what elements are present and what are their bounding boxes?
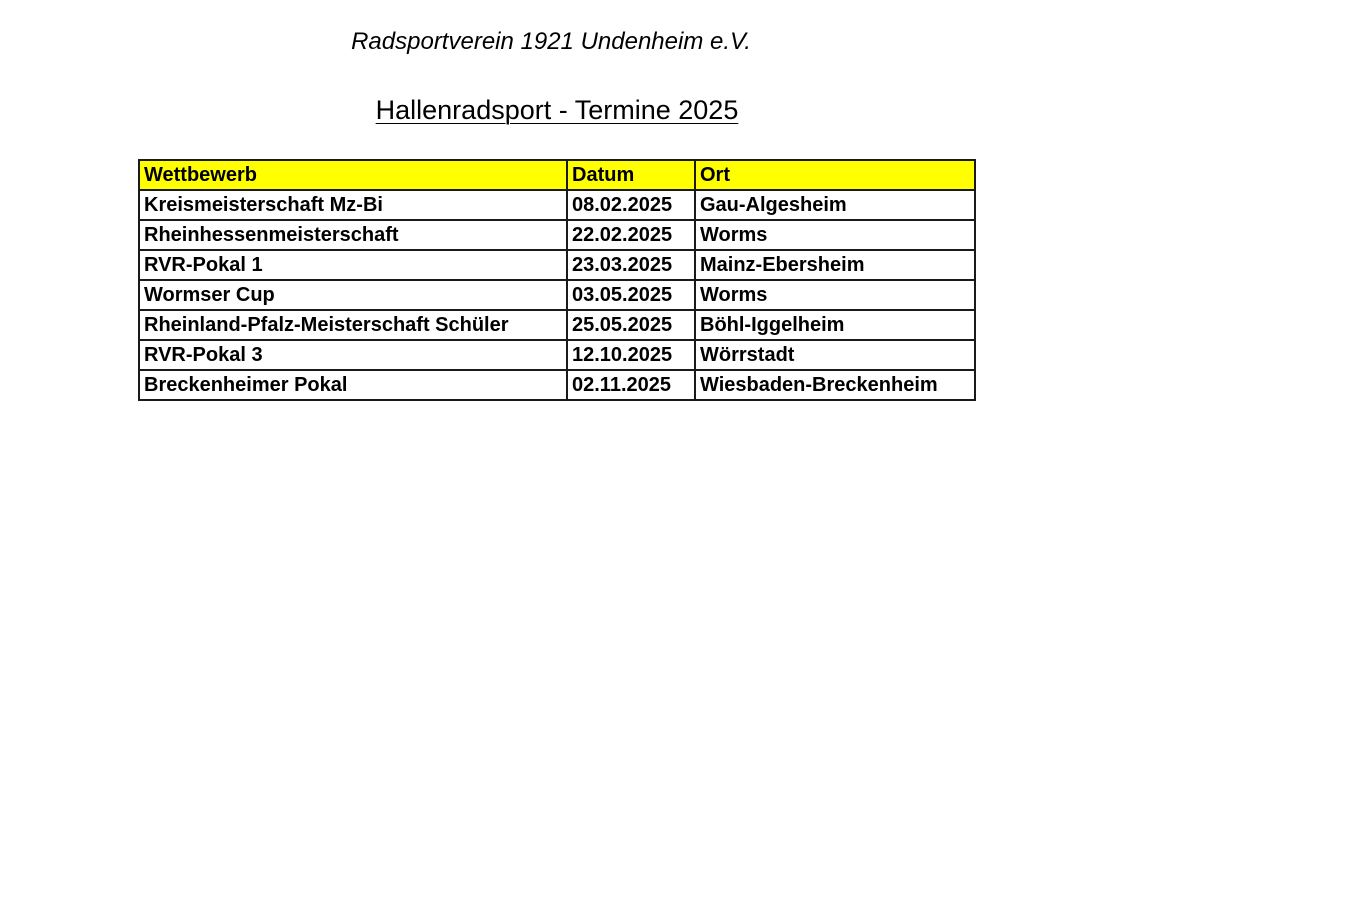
cell-datum: 12.10.2025 [567, 340, 695, 370]
cell-datum: 08.02.2025 [567, 190, 695, 220]
cell-ort: Gau-Algesheim [695, 190, 975, 220]
table-row [139, 310, 975, 340]
cell-datum: 03.05.2025 [567, 280, 695, 310]
cell-ort: Worms [695, 220, 975, 250]
cell-datum: 22.02.2025 [567, 220, 695, 250]
cell-datum: 02.11.2025 [567, 370, 695, 400]
column-header-wettbewerb: Wettbewerb [139, 160, 567, 190]
cell-ort: Wörrstadt [695, 340, 975, 370]
table-header-row [139, 160, 975, 190]
cell-wettbewerb: Kreismeisterschaft Mz-Bi [139, 190, 567, 220]
cell-ort: Böhl-Iggelheim [695, 310, 975, 340]
cell-ort: Wiesbaden-Breckenheim [695, 370, 975, 400]
cell-ort: Mainz-Ebersheim [695, 250, 975, 280]
table-row [139, 250, 975, 280]
organization-name: Radsportverein 1921 Undenheim e.V. [351, 28, 751, 55]
cell-wettbewerb: Wormser Cup [139, 280, 567, 310]
cell-wettbewerb: RVR-Pokal 3 [139, 340, 567, 370]
cell-wettbewerb: Breckenheimer Pokal [139, 370, 567, 400]
events-table [138, 159, 976, 401]
table-row [139, 280, 975, 310]
cell-datum: 23.03.2025 [567, 250, 695, 280]
table-row [139, 220, 975, 250]
page-title: Hallenradsport - Termine 2025 [375, 95, 739, 125]
cell-wettbewerb: RVR-Pokal 1 [139, 250, 567, 280]
table-row [139, 340, 975, 370]
column-header-ort: Ort [695, 160, 975, 190]
table-row [139, 190, 975, 220]
cell-datum: 25.05.2025 [567, 310, 695, 340]
cell-wettbewerb: Rheinhessenmeisterschaft [139, 220, 567, 250]
table-row [139, 370, 975, 400]
column-header-datum: Datum [567, 160, 695, 190]
cell-ort: Worms [695, 280, 975, 310]
cell-wettbewerb: Rheinland-Pfalz-Meisterschaft Schüler [139, 310, 567, 340]
